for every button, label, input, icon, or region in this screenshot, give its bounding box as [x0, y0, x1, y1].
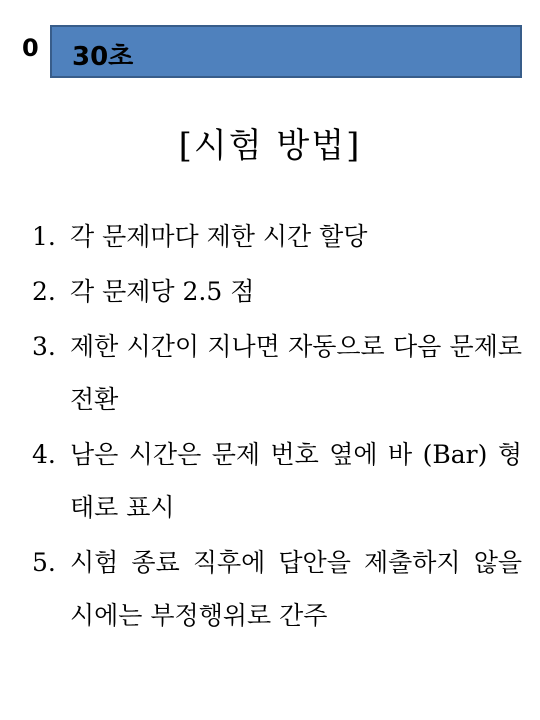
rule-number: 5. — [32, 548, 56, 577]
question-number: 0 — [22, 34, 39, 62]
rule-text: 남은 시간은 문제 번호 옆에 바 (Bar) 형태로 표시 — [70, 440, 522, 522]
rule-number: 1. — [32, 222, 56, 251]
timer-bar — [50, 25, 522, 78]
rule-item — [32, 210, 522, 263]
rule-item — [32, 265, 522, 318]
timer-row — [0, 22, 540, 80]
rule-text: 시험 종료 직후에 답안을 제출하지 않을 시에는 부정행위로 간주 — [70, 548, 522, 630]
rule-text: 각 문제마다 제한 시간 할당 — [70, 222, 368, 251]
rule-text: 각 문제당 2.5 점 — [70, 277, 255, 306]
timer-label: 30초 — [72, 42, 134, 72]
page-title: [시험 방법] — [178, 126, 362, 166]
rule-item — [32, 536, 522, 642]
rules-list — [32, 210, 522, 644]
rule-number: 4. — [32, 440, 56, 469]
rule-number: 2. — [32, 277, 56, 306]
rule-item — [32, 428, 522, 534]
rule-text: 제한 시간이 지나면 자동으로 다음 문제로 전환 — [70, 332, 522, 414]
rule-number: 3. — [32, 332, 56, 361]
rule-item — [32, 320, 522, 426]
